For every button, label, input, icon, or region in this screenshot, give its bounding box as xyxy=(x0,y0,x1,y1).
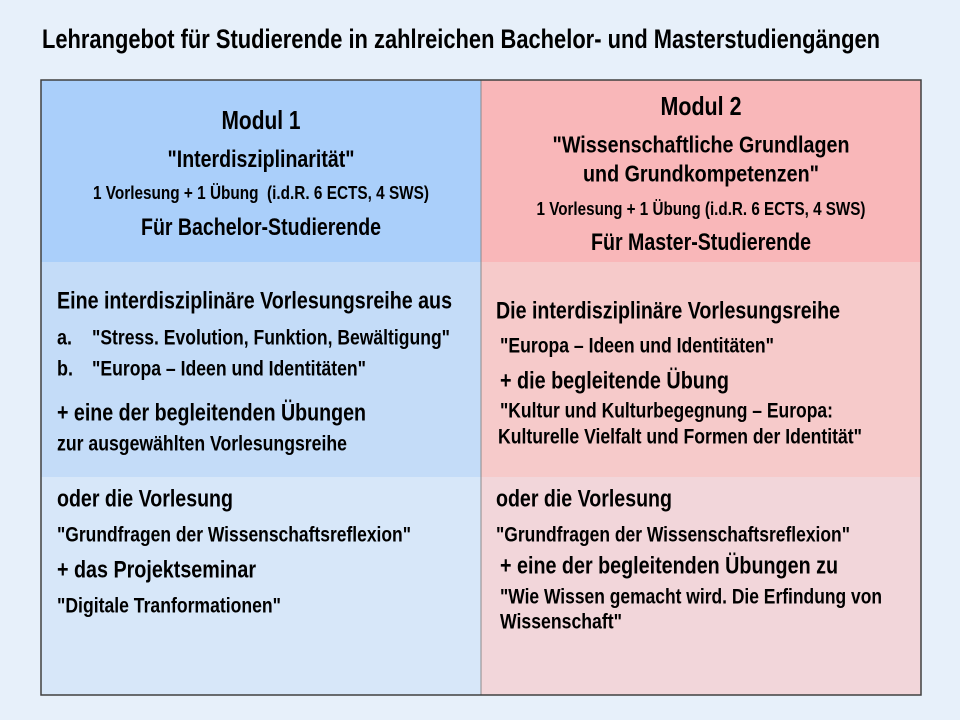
option-intro: oder die Vorlesung xyxy=(496,485,672,513)
option-exercise: + eine der begleitenden Übungen zu xyxy=(500,552,838,580)
modul2-topic-line: und Grundkompetenzen" xyxy=(583,160,819,187)
lecture-title: "Europa – Ideen und Identitäten" xyxy=(92,356,366,381)
module-table xyxy=(41,80,921,695)
exercise-title-line: Wissenschaft" xyxy=(500,609,622,634)
modul2-title: Modul 2 xyxy=(660,91,742,121)
page-title: Lehrangebot für Studierende in zahlreichen Bachelor- und Masterstudiengängen xyxy=(42,24,880,54)
option-exercise: + die begleitende Übung xyxy=(500,367,729,395)
lecture-marker: b. xyxy=(57,356,73,381)
option-seminar: + das Projektseminar xyxy=(57,556,256,584)
exercise-title-line: Kulturelle Vielfalt und Formen der Identität" xyxy=(498,424,862,449)
modul2-audience: Für Master-Studierende xyxy=(591,229,811,256)
modul1-title: Modul 1 xyxy=(221,105,301,135)
option-exercise-note: zur ausgewählten Vorlesungsreihe xyxy=(57,431,348,456)
option-intro: oder die Vorlesung xyxy=(57,485,233,513)
lecture-title: "Grundfragen der Wissenschaftsreflexion" xyxy=(57,522,411,547)
modul2-workload: 1 Vorlesung + 1 Übung (i.d.R. 6 ECTS, 4 SWS) xyxy=(536,198,866,219)
option-intro: Die interdisziplinäre Vorlesungsreihe xyxy=(496,297,840,325)
exercise-title-line: "Kultur und Kulturbegegnung – Europa: xyxy=(500,398,833,423)
lecture-title: "Stress. Evolution, Funktion, Bewältigung" xyxy=(92,325,450,350)
modul1-topic: "Interdisziplinarität" xyxy=(167,146,355,173)
lecture-marker: a. xyxy=(57,325,72,350)
option-exercise: + eine der begleitenden Übungen xyxy=(57,399,366,427)
modul1-audience: Für Bachelor-Studierende xyxy=(141,214,381,241)
modul1-workload: 1 Vorlesung + 1 Übung (i.d.R. 6 ECTS, 4 SWS) xyxy=(93,182,429,203)
lecture-title: "Grundfragen der Wissenschaftsreflexion" xyxy=(496,522,850,547)
option-intro: Eine interdisziplinäre Vorlesungsreihe aus xyxy=(57,287,452,315)
lecture-title: "Europa – Ideen und Identitäten" xyxy=(500,333,774,358)
seminar-title: "Digitale Tranformationen" xyxy=(57,593,281,618)
modul2-topic-line: "Wissenschaftliche Grundlagen xyxy=(552,131,850,158)
exercise-title-line: "Wie Wissen gemacht wird. Die Erfindung von xyxy=(500,584,882,609)
